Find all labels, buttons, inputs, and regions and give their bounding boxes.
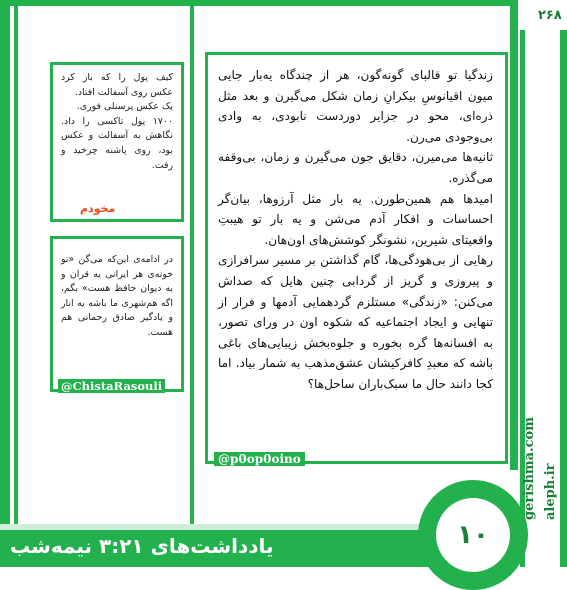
left-inner-stripe (14, 0, 18, 530)
main-paragraph: امیدها هم همین‌طورن. یه بار مثل آرزوها، بیان‌گر احساسات و افکار آدم می‌شن و یه بار تو هیبتِ واقعیتای شیرین، نشونگر کوشش‌های اون‌هان. (218, 191, 493, 247)
main-handle[interactable]: @p0op0oino (214, 452, 305, 466)
side1-paragraph: ۱۷۰۰ پول تاکسی را داد. نگاهش به آسفالت و عکس بود، روی پاشنه چرخید و رفت. (61, 115, 173, 171)
site-url-aleph[interactable]: aleph.ir (543, 463, 558, 520)
divider-stripe (190, 0, 194, 530)
side-card-story (50, 62, 184, 222)
side1-paragraph: کیف پول را که باز کرد عکس روی آسفالت افتاد. (61, 72, 173, 98)
side1-author: مخودم (80, 202, 116, 215)
footer-title: یادداشت‌های ۳:۲۱ نیمه‌شب (10, 534, 274, 558)
main-paragraph: رهایی از بی‌هودگی‌ها، گام گذاشتن بر مسیر سرافرازی و پیروزی و گریز از گردابی چنین هایل که صداش می‌کنن: «زندگی» مستلزم گردهمایی آدمها و فرار از تنهایی و ایجاد اجتماعیه که شکوه اون در ورای تصور، به افسانه‌ها گره بخوره و جلوه‌بخش زیبایی‌های باغی باشه که معبدِ کافرکیشان عشق‌مذهب به شمار بیاد. اما کجا دانند حال ما سبک‌باران ساحل‌ها؟ (218, 253, 493, 391)
page-number: ۱۰ (457, 520, 489, 550)
main-card-text (208, 55, 505, 395)
page-number-badge (436, 498, 510, 572)
side-card-note (50, 236, 184, 392)
main-paragraph: ثانیه‌ها می‌میرن، دقایق جون می‌گیرن و زمان، بی‌وقفه می‌گذره. (218, 150, 493, 185)
left-frame-stripe (0, 0, 10, 530)
top-frame-stripe (0, 0, 518, 6)
side1-paragraph: یک عکس پرسنلی فوری. (76, 101, 173, 113)
right-edge-stripe-2 (560, 30, 567, 567)
side2-paragraph: در ادامه‌ی این‌که می‌گن «تو خونه‌ی هر ایرانی یه قران و یه دیوان حافظ هست» بگم، اگه هم‌شهری ما باشه یه انار و یادگیر صادق رحمانی هم هست. (61, 254, 173, 338)
site-url-gerishma[interactable]: gerishma.com (522, 417, 537, 520)
right-frame-stripe (510, 0, 518, 470)
top-page-number: ۲۶۸ (538, 8, 562, 23)
main-card (205, 52, 508, 464)
side-card-note-text (53, 239, 181, 347)
main-paragraph: زندگیا تو قالبای گونه‌گون، هر از چندگاه یه‌بار جایی میون اقیانوسِ بیکرانِ زمان شکل می‌گیرن و بعد مثل ذره‌ای، محو در جزایر دوردست نابودی، به وادی بی‌وجودی می‌رن. (218, 68, 493, 144)
side-card-story-text (53, 65, 181, 179)
side2-handle[interactable]: @ChistaRasouli (58, 379, 165, 393)
